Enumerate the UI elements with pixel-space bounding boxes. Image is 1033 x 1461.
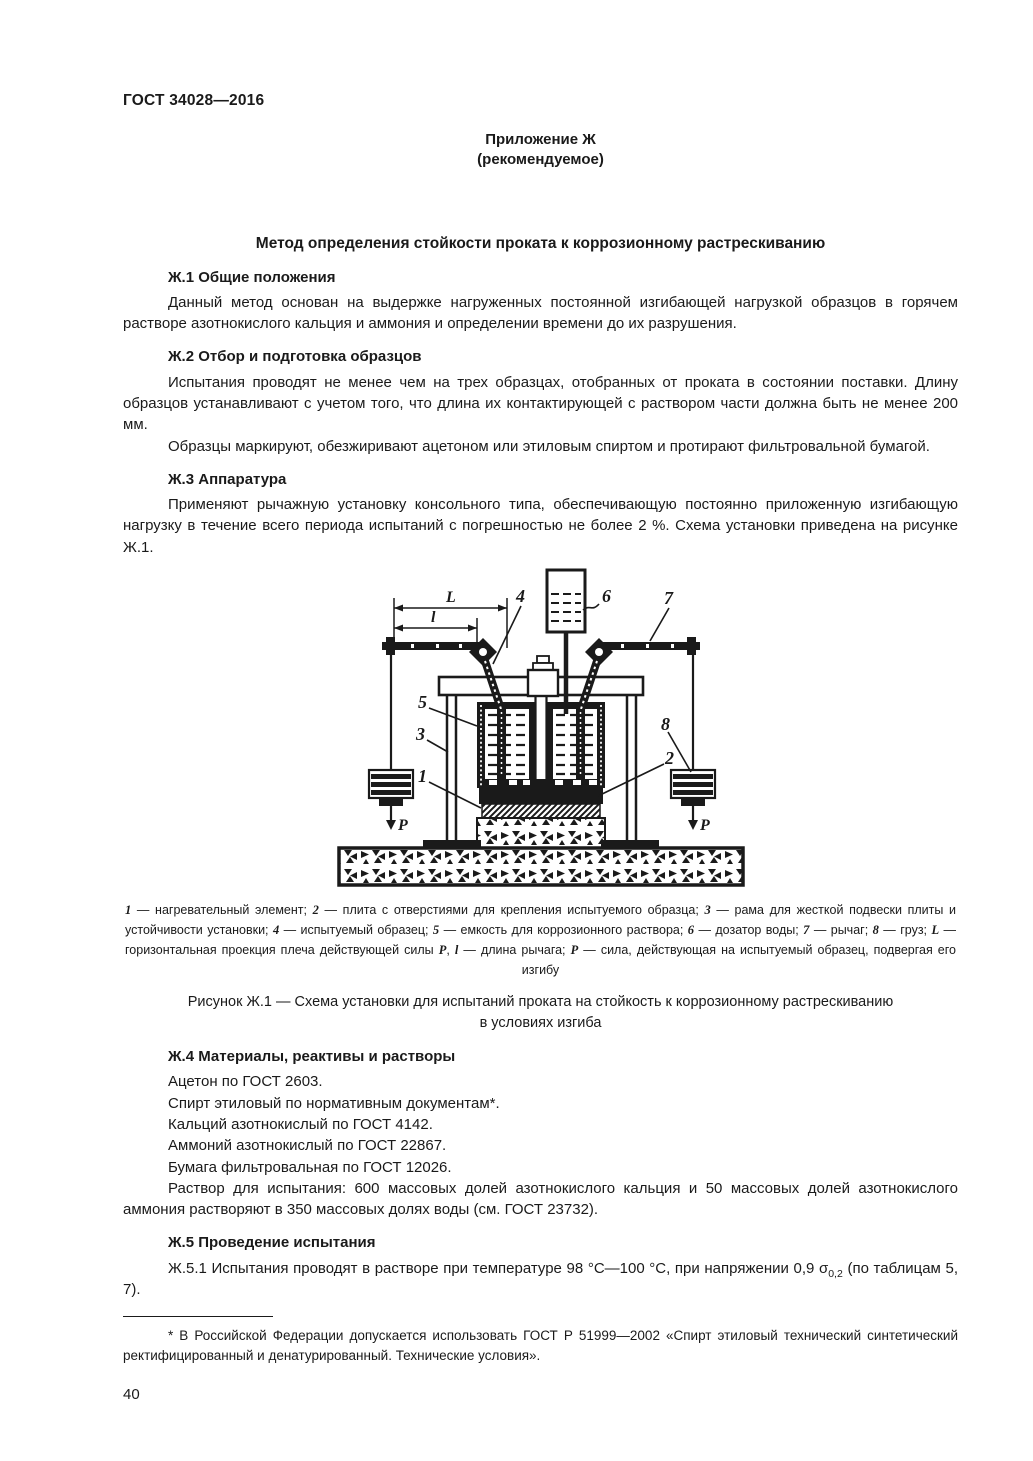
fixing-plate [479,788,603,804]
material-item: Аммоний азотнокислый по ГОСТ 22867. [168,1137,447,1155]
figure-caption-line1: Рисунок Ж.1 — Схема установки для испытаний проката на стойкость к коррозионному растрескиванию [187,994,894,1011]
page-title: Метод определения стойкости проката к коррозионному растрескиванию [255,234,826,252]
dimension-l [394,618,477,646]
figure-caption [123,992,958,1034]
solution-vessel [477,695,605,788]
paragraph-zh5-1 [123,1258,958,1301]
weight-left [369,654,413,830]
section-zh5-heading: Ж.5 Проведение испытания [168,1234,376,1252]
section-zh3-heading: Ж.3 Аппаратура [168,470,287,488]
paragraph-zh2-1: Испытания проводят не менее чем на трех образцах, отобранных от проката в состоянии поставки. Длину образцов устанавливают с учетом того, что длина их контактирующей с раствором части должна быть не менее 200 мм. [123,373,958,434]
sigma-subscript: 0,2 [828,1267,843,1280]
page-number: 40 [123,1385,140,1403]
section-zh4-heading: Ж.4 Материалы, реактивы и растворы [168,1048,456,1066]
paragraph-zh1: Данный метод основан на выдержке нагруженных постоянной изгибающей нагрузкой образцов в горячем растворе азотнокислого кальция и аммония и определении времени до их разрушения. [123,293,958,333]
figure-label-8: 8 [660,714,670,735]
figure-label-4: 4 [515,586,525,607]
figure-label-3: 3 [415,724,425,745]
section-zh1-heading: Ж.1 Общие положения [168,268,336,286]
figure-zh1 [331,562,751,892]
footnote-separator [123,1316,273,1317]
figure-label-6: 6 [601,586,611,607]
figure-label-5: 5 [417,692,427,713]
footnote-text: * В Российской Федерации допускается использовать ГОСТ Р 51999—2002 «Спирт этиловый технический синтетический ректифицированный и денатурированный. Технические условия». [123,1328,958,1363]
annex-heading [123,130,958,171]
figure-label-force-left: P [397,817,408,835]
zh5-text-after-sub: (по таблицам 5, 7). [123,1259,959,1299]
material-item: Ацетон по ГОСТ 2603. [168,1073,323,1091]
weight-right [671,654,715,830]
figure-legend: 1 — нагревательный элемент; 2 — плита с отверстиями для крепления испытуемого образца; 3 — рама для жесткой подвески плиты и устойчивости установки; 4 — испытуемый образец; 5 — емкость для коррозионного раствора; 6 — дозатор воды; 7 — рычаг; 8 — груз; L — горизонтальная проекция плеча действующей силы P, l — длина рычага; P — сила, действующая на испытуемый образец, подвергая его изгибу [125,903,957,978]
figure-caption-line2: в условиях изгиба [479,1015,602,1032]
material-item: Спирт этиловый по нормативным документам*. [168,1094,500,1112]
pedestal [477,818,605,848]
paragraph-zh4-solution: Раствор для испытания: 600 массовых долей азотнокислого кальция и 50 массовых долей азотнокислого аммония растворяют в 350 массовых долях воды (см. ГОСТ 23732). [123,1179,958,1219]
figure-label-2: 2 [664,748,674,769]
material-item: Бумага фильтровальная по ГОСТ 12026. [168,1158,452,1176]
heater-element [482,804,600,818]
figure-label-dim-L: L [445,589,456,607]
figure-label-dim-l: l [430,609,435,627]
annex-title: Приложение Ж [485,131,596,148]
zh5-text-before-sub: Ж.5.1 Испытания проводят в растворе при температуре 98 °С—100 °С, при напряжении 0,9 σ [168,1259,829,1277]
doc-header: ГОСТ 34028—2016 [123,92,265,109]
material-item: Кальций азотнокислый по ГОСТ 4142. [168,1115,433,1133]
annex-type: (рекомендуемое) [477,151,604,169]
section-zh2-heading: Ж.2 Отбор и подготовка образцов [168,348,422,366]
figure-label-1: 1 [417,766,427,787]
paragraph-zh2-2: Образцы маркируют, обезжиривают ацетоном или этиловым спиртом и протирают фильтровальной бумагой. [168,437,930,455]
specimen-clamp-bolt [528,656,558,696]
figure-label-7: 7 [663,588,673,609]
figure-label-force-right: P [699,817,710,835]
paragraph-zh3: Применяют рычажную установку консольного типа, обеспечивающую постоянно приложенную изгибающую нагрузку в течение всего периода испытаний с погрешностью не более 2 %. Схема установки приведена на рисунке Ж.1. [123,496,958,556]
figure-zh1-diagram [331,562,751,892]
